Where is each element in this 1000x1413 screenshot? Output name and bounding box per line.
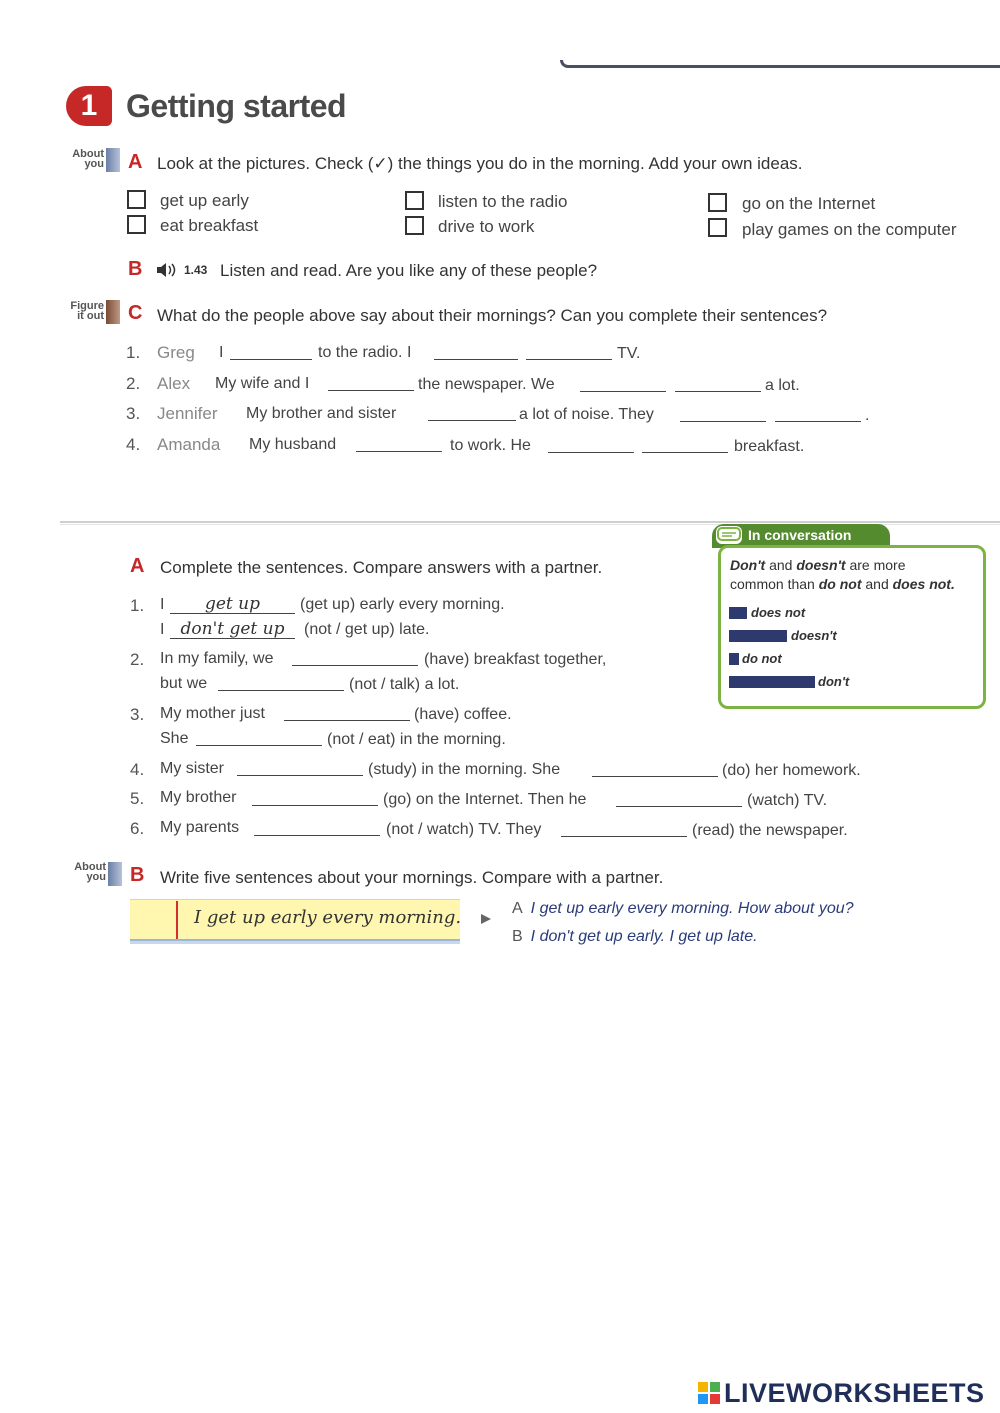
sentence-text: TV.	[617, 345, 641, 362]
sentence-text: (go) on the Internet. Then he	[383, 791, 587, 808]
answer-blank[interactable]	[292, 650, 418, 666]
checkbox-eat-breakfast[interactable]	[127, 215, 146, 234]
answer-blank[interactable]	[775, 406, 861, 422]
conversation-note: Don't and doesn't are more common than do not and does not.	[730, 557, 955, 592]
sentence-text: breakfast.	[734, 438, 805, 455]
answer-blank[interactable]	[254, 820, 380, 836]
exercise-c-instruction: What do the people above say about their mornings? Can you complete their sentences?	[157, 306, 828, 325]
sentence-text: In my family, we	[160, 650, 274, 667]
frequency-label: doesn't	[791, 628, 837, 643]
sentence-text: a lot of noise. They	[519, 406, 654, 423]
section-title: Getting started	[126, 88, 347, 124]
tag-marker	[106, 300, 120, 324]
answer-blank[interactable]	[616, 791, 742, 807]
dialog-line-a: A I get up early every morning. How about you?	[512, 900, 854, 917]
sentence-text: My brother	[160, 789, 237, 806]
sentence-text: .	[865, 407, 870, 424]
exercise-2a-instruction: Complete the sentences. Compare answers with a partner.	[160, 558, 603, 577]
item-number: 1.	[126, 343, 141, 362]
checkbox-play-games[interactable]	[708, 218, 727, 237]
item-number: 4.	[126, 435, 141, 454]
sentence-text: (not / watch) TV. They	[386, 821, 542, 838]
option-label: play games on the computer	[742, 220, 957, 239]
header-decoration	[560, 60, 1000, 68]
sentence-text: to the radio. I	[318, 344, 412, 361]
checkbox-get-up-early[interactable]	[127, 190, 146, 209]
sentence-text: (watch) TV.	[747, 792, 828, 809]
answer-blank[interactable]	[252, 790, 378, 806]
exercise-b-letter: B	[128, 258, 143, 280]
answer-blank[interactable]	[230, 344, 312, 360]
answer-blank[interactable]	[680, 406, 766, 422]
figure-it-out-tag: Figure it out	[70, 300, 104, 322]
sentence-text: I	[160, 621, 165, 638]
answer-blank[interactable]	[580, 376, 666, 392]
option-label: listen to the radio	[438, 192, 568, 211]
sentence-text: (not / talk) a lot.	[349, 676, 460, 693]
sentence-text: (do) her homework.	[722, 762, 861, 779]
person-name: Amanda	[157, 435, 221, 454]
option-label: drive to work	[438, 217, 535, 236]
checkbox-drive-to-work[interactable]	[405, 216, 424, 235]
exercise-2b-letter: B	[130, 864, 145, 886]
item-number: 1.	[130, 596, 145, 615]
section-number-badge: 1	[66, 86, 112, 126]
audio-speaker-icon[interactable]	[156, 262, 182, 278]
about-you-tag: About you	[72, 148, 104, 170]
sentence-text: I	[219, 344, 224, 361]
sentence-text: (get up) early every morning.	[300, 596, 505, 613]
item-number: 2.	[126, 374, 141, 393]
answer-blank[interactable]	[548, 437, 634, 453]
tag-marker	[106, 148, 120, 172]
item-number: 5.	[130, 789, 145, 808]
answer-blank[interactable]	[284, 705, 410, 721]
answer-blank[interactable]	[561, 821, 687, 837]
exercise-c-letter: C	[128, 302, 143, 324]
exercise-a-letter: A	[128, 151, 143, 173]
frequency-label: don't	[818, 674, 850, 689]
answer-blank[interactable]	[428, 405, 516, 421]
sentence-text: My husband	[249, 436, 337, 453]
sentence-text: (have) breakfast together,	[424, 651, 607, 668]
answer-blank[interactable]	[526, 344, 612, 360]
checkbox-go-on-internet[interactable]	[708, 193, 727, 212]
sentence-text: the newspaper. We	[418, 376, 555, 393]
answer-blank[interactable]	[642, 437, 728, 453]
tag-marker	[108, 862, 122, 886]
in-conversation-tab: In conversation	[712, 524, 890, 548]
item-number: 3.	[126, 404, 141, 423]
person-name: Alex	[157, 374, 191, 393]
dialog-line-b: B I don't get up early. I get up late.	[512, 928, 758, 945]
sentence-text: My parents	[160, 819, 240, 836]
option-label: eat breakfast	[160, 216, 259, 235]
exercise-2b-instruction: Write five sentences about your mornings. Compare with a partner.	[160, 868, 664, 887]
answer-blank[interactable]	[196, 730, 322, 746]
answer-blank[interactable]	[434, 344, 518, 360]
frequency-bar-does-not	[729, 607, 747, 619]
answer-blank[interactable]	[675, 376, 761, 392]
option-label: go on the Internet	[742, 194, 876, 213]
liveworksheets-logo: LIVEWORKSHEETS	[724, 1378, 985, 1408]
answer-blank[interactable]	[592, 761, 718, 777]
sentence-text: My wife and I	[215, 375, 310, 392]
frequency-bar-doesnt	[729, 630, 787, 642]
sentence-text: My mother just	[160, 705, 265, 722]
exercise-a-instruction: Look at the pictures. Check (✓) the things you do in the morning. Add your own ideas.	[157, 154, 803, 173]
frequency-bar-dont	[729, 676, 815, 688]
exercise-b-instruction: Listen and read. Are you like any of these people?	[220, 261, 598, 280]
item-number: 3.	[130, 705, 145, 724]
notebook-sentence: I get up early every morning.	[194, 907, 462, 928]
sentence-text: I	[160, 596, 165, 613]
exercise-2a-letter: A	[130, 555, 145, 577]
answer-blank[interactable]	[237, 760, 363, 776]
sentence-text: She	[160, 730, 189, 747]
answer-blank[interactable]	[328, 375, 414, 391]
about-you-tag: About you	[74, 861, 106, 883]
example-answer: get up	[170, 594, 295, 614]
notebook-margin-line	[176, 901, 178, 939]
frequency-label: do not	[742, 651, 782, 666]
sentence-text: (study) in the morning. She	[368, 761, 561, 778]
sentence-text: to work. He	[450, 437, 531, 454]
sentence-text: (read) the newspaper.	[692, 822, 848, 839]
sentence-text: (have) coffee.	[414, 706, 512, 723]
checkbox-listen-to-radio[interactable]	[405, 191, 424, 210]
arrow-right-icon	[480, 912, 492, 924]
audio-track-code: 1.43	[184, 263, 208, 277]
example-answer: don't get up	[170, 619, 295, 639]
answer-blank[interactable]	[218, 675, 344, 691]
liveworksheets-logo-icon	[698, 1382, 720, 1404]
item-number: 4.	[130, 760, 145, 779]
option-label: get up early	[160, 191, 249, 210]
item-number: 2.	[130, 650, 145, 669]
item-number: 6.	[130, 819, 145, 838]
frequency-bar-do-not	[729, 653, 739, 665]
sentence-text: (not / eat) in the morning.	[327, 731, 506, 748]
sentence-text: My brother and sister	[246, 405, 397, 422]
sentence-text: a lot.	[765, 377, 800, 394]
sentence-text: My sister	[160, 760, 224, 777]
sentence-text: (not / get up) late.	[304, 621, 430, 638]
sentence-text: but we	[160, 675, 208, 692]
person-name: Greg	[157, 343, 195, 362]
frequency-label: does not	[751, 605, 806, 620]
person-name: Jennifer	[157, 404, 218, 423]
answer-blank[interactable]	[356, 436, 442, 452]
speech-bubble-icon	[716, 526, 742, 544]
